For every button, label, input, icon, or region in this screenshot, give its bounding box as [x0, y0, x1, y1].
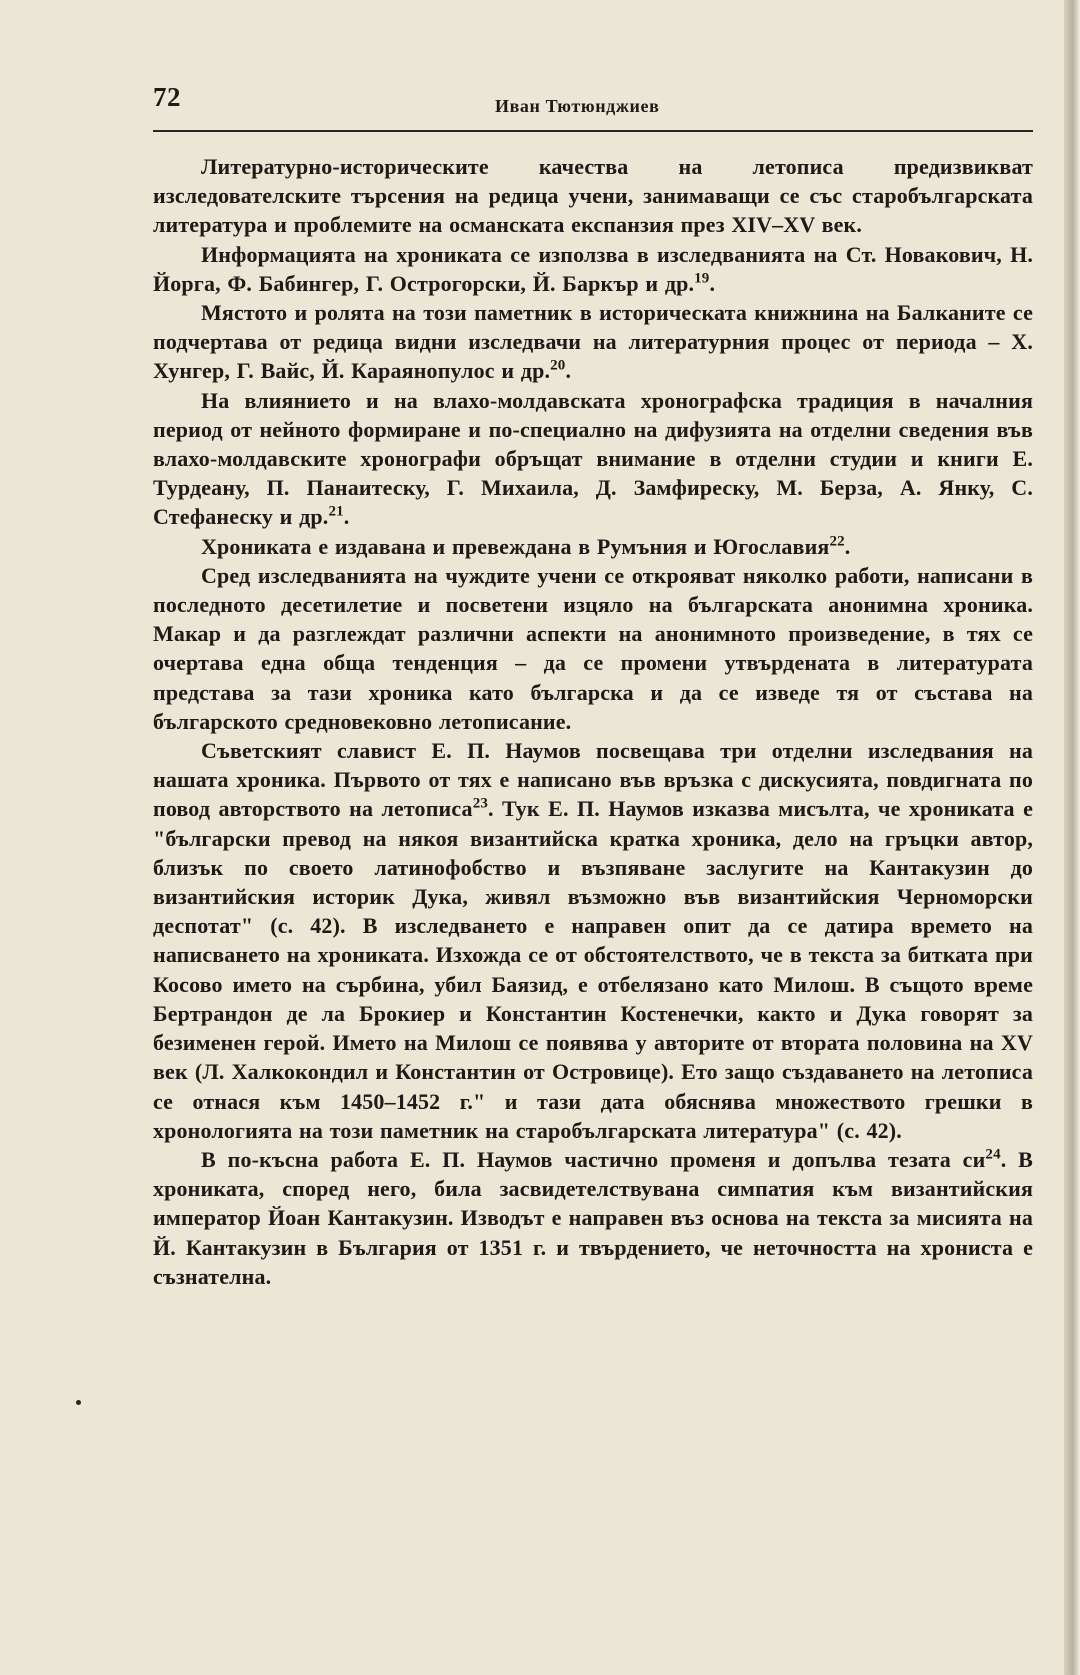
paragraph-tail: . В хрониката, според него, била засвидетелствувана симпатия към византийския император Йоан Кантакузин. Изводът е направен въз основа на текста за мисията на Й. Кантакузин в България от 1351 г. и твърдението, че неточността на хрониста е съзнателна.: [153, 1146, 1033, 1289]
body-text: [153, 152, 1033, 1291]
footnote-marker-19: 19: [694, 270, 710, 287]
paragraph-text: Мястото и ролята на този паметник в историческата книжнина на Балканите се подчертава от редица видни изследвачи на литературния процес от периода – Х. Хунгер, Г. Вайс, Й. Караянопулос и др.: [153, 300, 1033, 384]
paragraph-tail: .: [844, 533, 851, 559]
paragraph-7: [153, 736, 1033, 1145]
paragraph-6: [153, 561, 1033, 736]
paragraph-2: [153, 240, 1033, 298]
footnote-marker-20: 20: [550, 358, 566, 375]
paragraph-text: В по-късна работа Е. П. Наумов частично променя и допълва тезата си: [201, 1146, 986, 1172]
running-head-author: Иван Тютюнджиев: [495, 96, 660, 116]
paragraph-4: [153, 386, 1033, 532]
paragraph-text: Сред изследванията на чуждите учени се открояват няколко работи, написани в последното десетилетие и посветени изцяло на българската анонимна хроника. Макар и да разглеждат различни аспекти на анонимното произведение, в тях се очертава една обща тенденция – да се промени утвърдената в литературата представа за тази хроника като българска и да се изведе тя от състава на българското средновековно летописание.: [153, 562, 1033, 734]
footnote-marker-21: 21: [328, 504, 344, 521]
header-rule: [153, 130, 1033, 132]
paragraph-text: Хрониката е издавана и превеждана в Румъния и Югославия: [201, 533, 830, 559]
margin-speck: [76, 1400, 81, 1405]
paragraph-tail: . Тук Е. П. Наумов изказва мисълта, че хрониката е "български превод на някоя византийска кратка хроника, дело на гръцки автор, близък по своето латинофобство и възпяване заслугите на Кантакузин до византийския историк Дука, живял възможно във византийския Черноморски деспотат" (с. 42). В изследването е направен опит да се датира времето на написването на хрониката. Изхожда се от обстоятелството, че в текста за битката при Косово името на сърбина, убил Баязид, е отбелязано като Милош. В същото време Бертрандон де ла Брокиер и Константин Костенечки, както и Дука говорят за безименен герой. Името на Милош се появява у авторите от втората половина на XV век (Л. Халкокондил и Константин от Островице). Ето защо създаването на летописа се отнася към 1450–1452 г." и тази дата обяснява множеството грешки в хронологията на този паметник на старобългарската литература" (с. 42).: [153, 796, 1033, 1143]
paragraph-text: На влиянието и на влахо-молдавската хронографска традиция в началния период от нейното формиране и по-специално на дифузията на отделни сведения във влахо-молдавските хронографи обръщат внимание в отделни студии и книги Е. Турдеану, П. Панаитеску, Г. Михаила, Д. Замфиреску, М. Берза, А. Янку, С. Стефанеску и др.: [153, 387, 1033, 530]
footnote-marker-22: 22: [829, 533, 845, 550]
paragraph-1: [153, 152, 1033, 240]
page-header: [153, 82, 1033, 130]
paragraph-tail: .: [709, 270, 716, 296]
paragraph-8: [153, 1145, 1033, 1291]
book-edge-shadow: [1064, 0, 1080, 1675]
paragraph-3: [153, 298, 1033, 386]
paragraph-text: Информацията на хрониката се използва в изследванията на Ст. Новакович, Н. Йорга, Ф. Бабингер, Г. Острогорски, Й. Баркър и др.: [153, 241, 1033, 296]
paragraph-tail: .: [343, 504, 350, 530]
paragraph-5: [153, 532, 1033, 561]
page-number: 72: [153, 82, 181, 112]
paragraph-text: Съветският славист Е. П. Наумов посвещава три отделни изследвания на нашата хроника. Първото от тях е написано във връзка с дискусията, повдигната по повод авторството на летописа: [153, 738, 1033, 822]
paragraph-text: Литературно-историческите качества на летописа предизвикват изследователските търсения на редица учени, занимаващи се със старобългарската литература и проблемите на османската експанзия през XIV–XV век.: [153, 154, 1033, 238]
footnote-marker-24: 24: [985, 1146, 1001, 1163]
paragraph-tail: .: [565, 358, 572, 384]
footnote-marker-23: 23: [472, 796, 489, 813]
